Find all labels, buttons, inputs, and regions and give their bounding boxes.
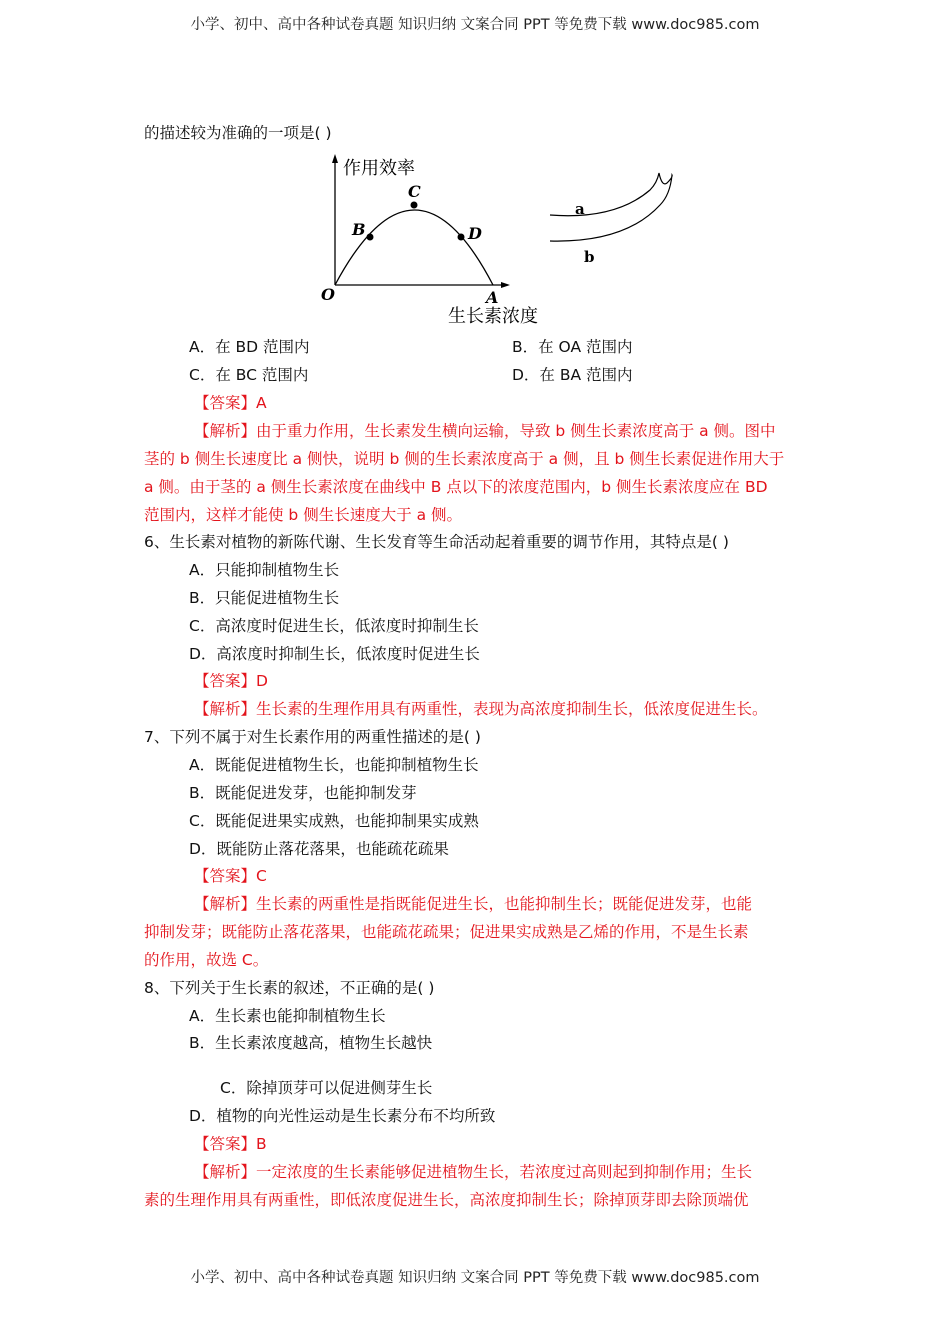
label-a: A (486, 288, 499, 307)
point-d (458, 234, 465, 241)
q8-analysis-line: 【解析】一定浓度的生长素能够促进植物生长，若浓度过高则起到抑制作用；生长 (194, 1163, 753, 1181)
stem-label-b: b (584, 248, 595, 266)
q5-option-a[interactable]: A．在 BD 范围内 (189, 338, 310, 356)
y-axis-label: 作用效率 (343, 158, 415, 179)
q5-analysis-line: a 侧。由于茎的 a 侧生长素浓度在曲线中 B 点以下的浓度范围内，b 侧生长素浓度应在 BD (144, 478, 768, 496)
q6-stem: 6、生长素对植物的新陈代谢、生长发育等生命活动起着重要的调节作用，其特点是( ) (144, 533, 729, 551)
page-footer: 小学、初中、高中各种试卷真题 知识归纳 文案合同 PPT 等免费下载 www.doc985.com (190, 1270, 760, 1286)
q8-analysis-line: 素的生理作用具有两重性，即低浓度促进生长，高浓度抑制生长；除掉顶芽即去除顶端优 (144, 1191, 749, 1209)
q6-option-c[interactable]: C．高浓度时促进生长，低浓度时抑制生长 (189, 617, 479, 635)
q5-answer: 【答案】A (194, 394, 267, 412)
q7-analysis-line: 【解析】生长素的两重性是指既能促进生长，也能抑制生长；既能促进发芽，也能 (194, 895, 753, 913)
q7-option-c[interactable]: C．既能促进果实成熟，也能抑制果实成熟 (189, 812, 479, 830)
q8-option-d[interactable]: D．植物的向光性运动是生长素分布不均所致 (189, 1107, 496, 1125)
q6-answer: 【答案】D (194, 672, 268, 690)
bent-stem-diagram (545, 165, 685, 275)
label-d: D (468, 224, 482, 243)
x-axis-label: 生长素浓度 (448, 306, 538, 327)
q7-analysis-line: 的作用，故选 C。 (144, 951, 269, 969)
page-header: 小学、初中、高中各种试卷真题 知识归纳 文案合同 PPT 等免费下载 www.doc985.com (190, 17, 760, 33)
q5-analysis-line: 【解析】由于重力作用，生长素发生横向运输，导致 b 侧生长素浓度高于 a 侧。图中 (194, 422, 776, 440)
q5-option-c[interactable]: C．在 BC 范围内 (189, 366, 309, 384)
q6-option-a[interactable]: A．只能抑制植物生长 (189, 561, 340, 579)
stem-label-a: a (575, 200, 585, 218)
label-c: C (408, 182, 421, 201)
q8-option-b[interactable]: B．生长素浓度越高，植物生长越快 (189, 1034, 433, 1052)
q6-option-b[interactable]: B．只能促进植物生长 (189, 589, 340, 607)
q5-stem: 的描述较为准确的一项是( ) (144, 124, 332, 142)
q8-option-a[interactable]: A．生长素也能抑制植物生长 (189, 1007, 386, 1025)
q7-stem: 7、下列不属于对生长素作用的两重性描述的是( ) (144, 728, 481, 746)
point-c (411, 202, 418, 209)
q8-stem: 8、下列关于生长素的叙述，不正确的是( ) (144, 979, 435, 997)
q5-analysis-line: 茎的 b 侧生长速度比 a 侧快，说明 b 侧的生长素浓度高于 a 侧，且 b 侧生长素促进作用大于 (144, 450, 785, 468)
q7-option-a[interactable]: A．既能促进植物生长，也能抑制植物生长 (189, 756, 479, 774)
q6-option-d[interactable]: D．高浓度时抑制生长，低浓度时促进生长 (189, 645, 480, 663)
q5-option-b[interactable]: B．在 OA 范围内 (512, 338, 633, 356)
q8-option-c[interactable]: C．除掉顶芽可以促进侧芽生长 (220, 1079, 433, 1097)
label-o: O (321, 285, 335, 304)
q5-option-d[interactable]: D．在 BA 范围内 (512, 366, 633, 384)
q5-analysis-line: 范围内，这样才能使 b 侧生长速度大于 a 侧。 (144, 506, 463, 524)
q7-option-d[interactable]: D．既能防止落花落果，也能疏花疏果 (189, 840, 449, 858)
label-b: B (352, 220, 366, 239)
q7-answer: 【答案】C (194, 867, 267, 885)
q8-answer: 【答案】B (194, 1135, 267, 1153)
q6-analysis-line: 【解析】生长素的生理作用具有两重性，表现为高浓度抑制生长，低浓度促进生长。 (194, 700, 768, 718)
point-b (367, 234, 374, 241)
q7-analysis-line: 抑制发芽；既能防止落花落果，也能疏花疏果；促进果实成熟是乙烯的作用，不是生长素 (144, 923, 749, 941)
q7-option-b[interactable]: B．既能促进发芽，也能抑制发芽 (189, 784, 417, 802)
auxin-efficiency-graph (315, 150, 555, 330)
